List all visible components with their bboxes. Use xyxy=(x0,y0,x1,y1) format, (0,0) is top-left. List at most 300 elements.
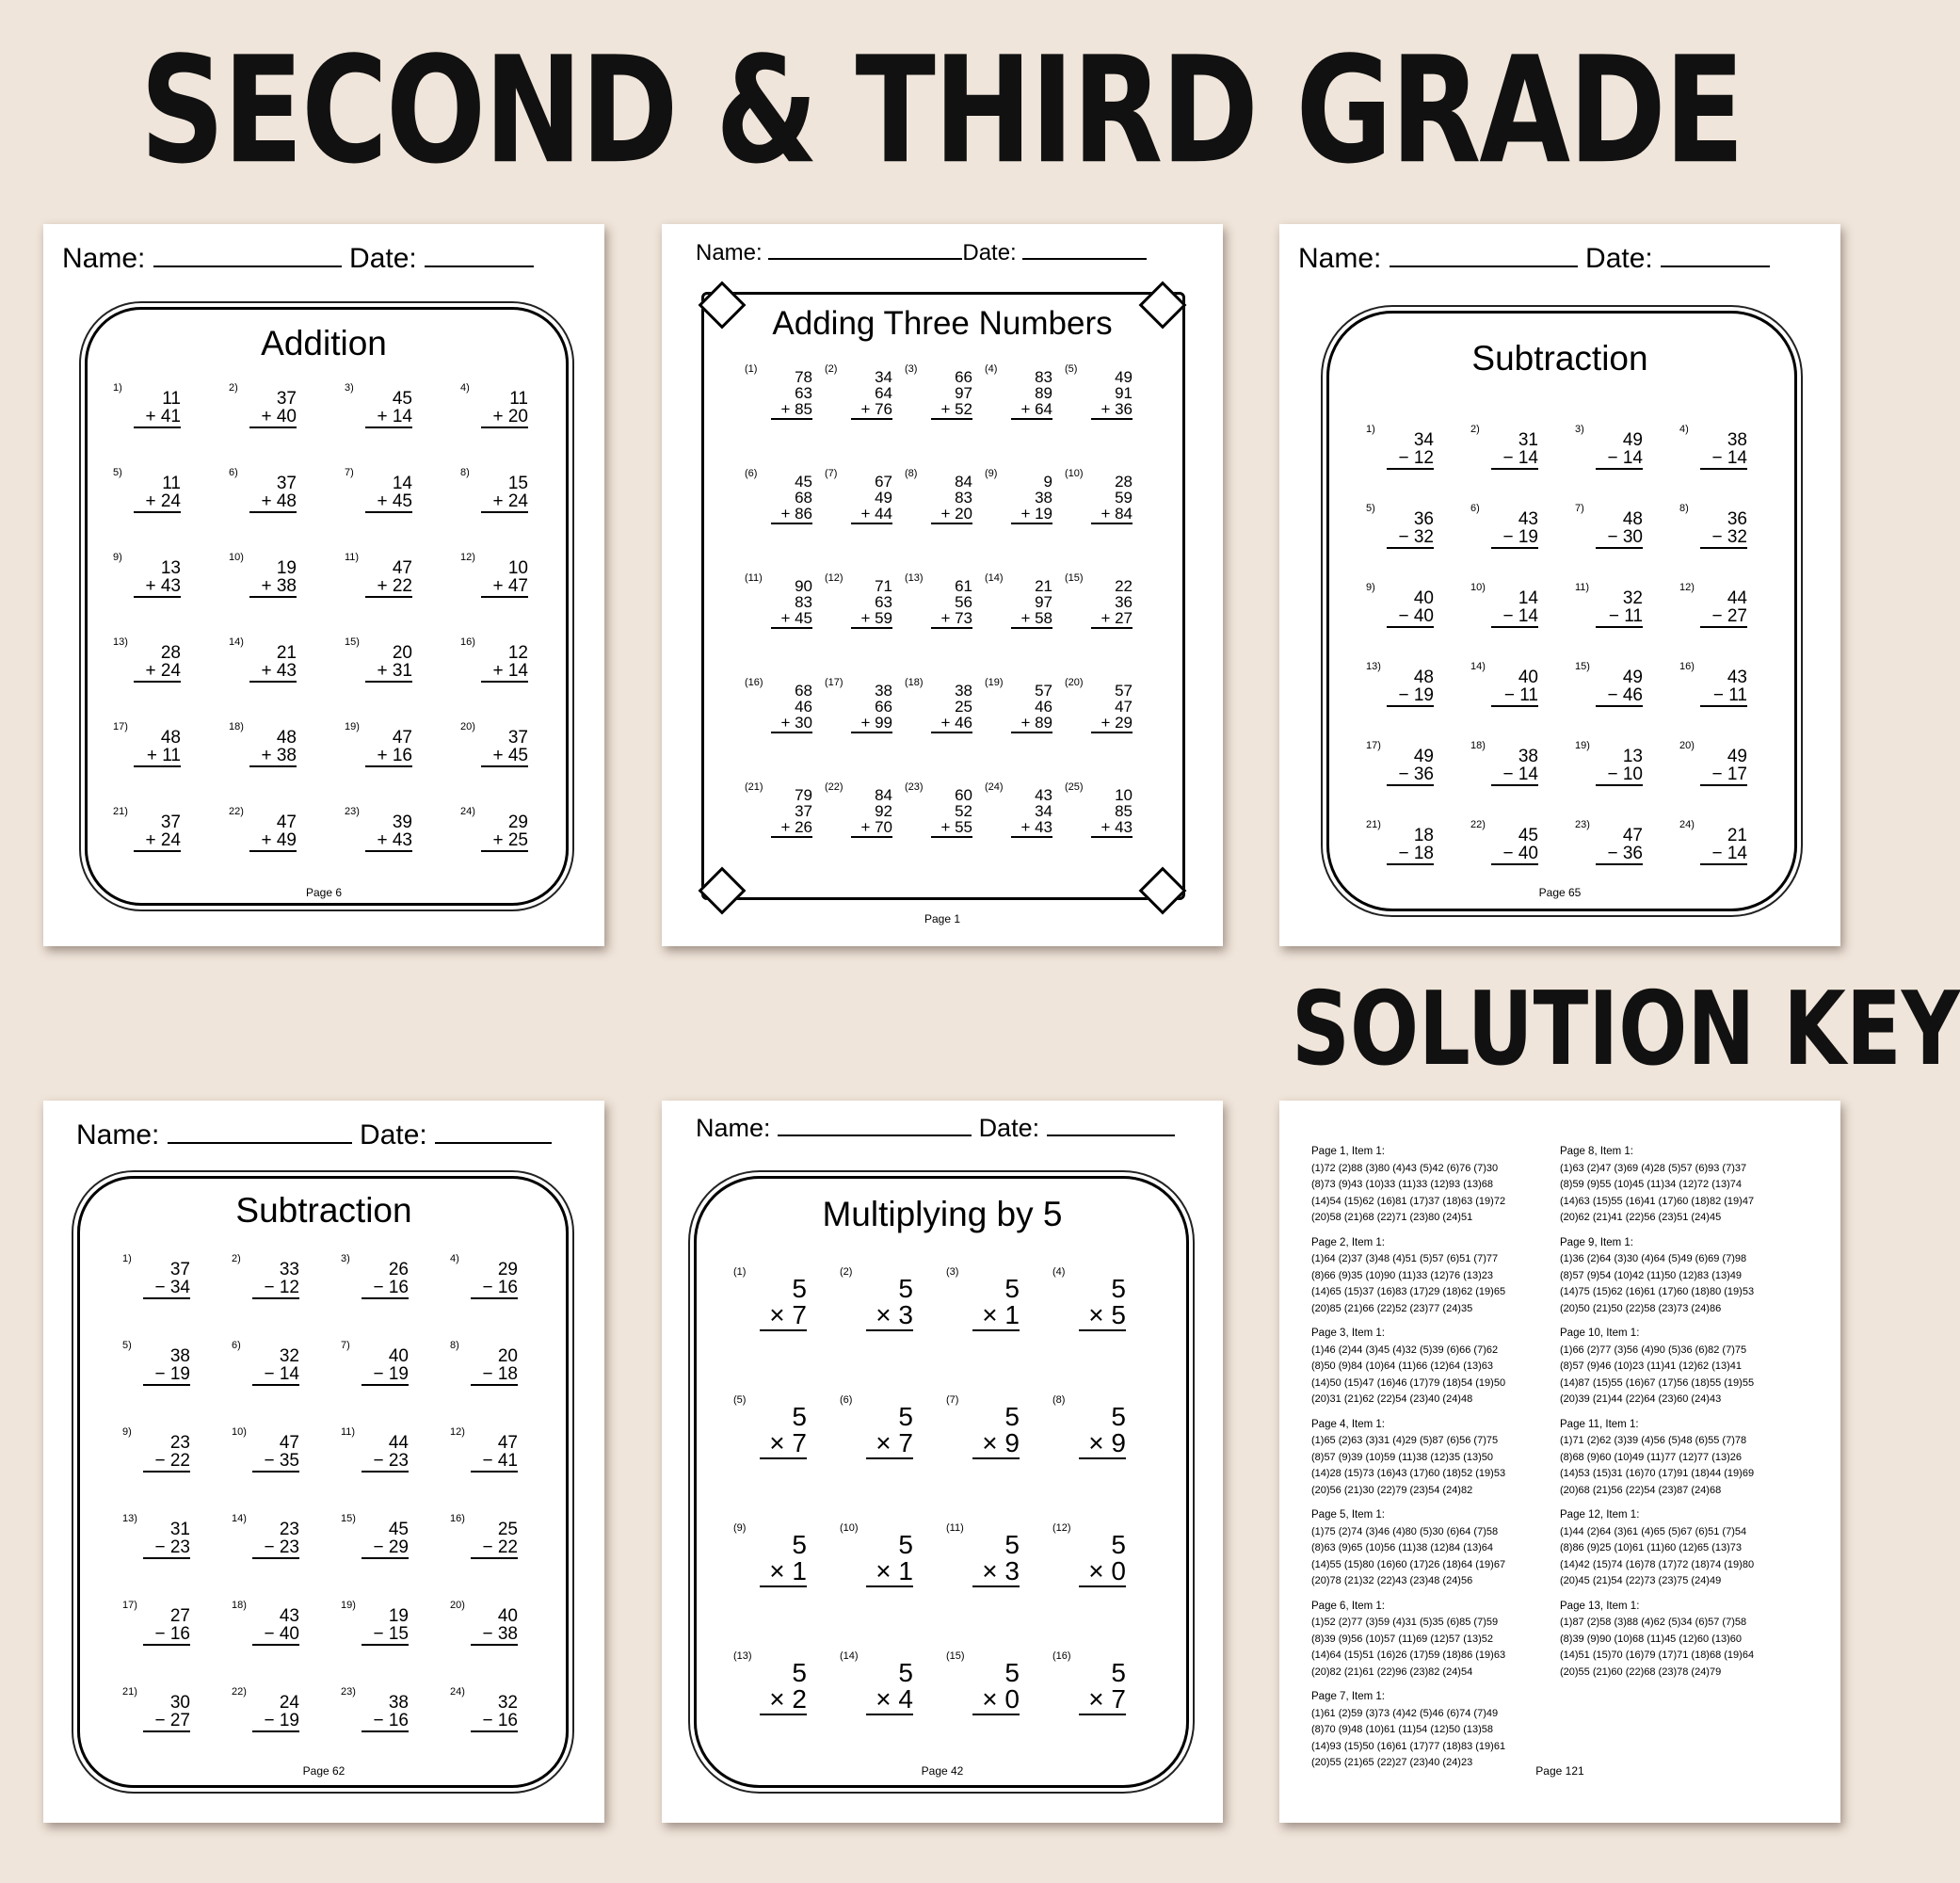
answer-line: (8)73 (9)43 (10)33 (11)33 (12)93 (13)68 xyxy=(1311,1179,1494,1190)
problem-stack xyxy=(143,1607,190,1646)
problem xyxy=(905,468,985,576)
problem-number: (10) xyxy=(1065,468,1084,479)
answer-rule xyxy=(365,511,412,513)
answer-rule xyxy=(931,732,972,733)
problem-number: 20) xyxy=(450,1600,465,1611)
operand: 44 xyxy=(388,1433,409,1453)
problem-stack xyxy=(972,1276,1020,1331)
answer-block-heading: Page 4, Item 1: xyxy=(1311,1418,1385,1430)
operator-line: − 36 xyxy=(1607,844,1643,863)
problem-stack xyxy=(361,1521,409,1559)
operator-line: × 1 xyxy=(982,1300,1020,1329)
answer-rule xyxy=(1596,626,1643,628)
problem-number: 13) xyxy=(1366,661,1381,672)
operator-line: × 3 xyxy=(982,1556,1020,1585)
operand: 25 xyxy=(955,698,972,716)
operator-line: + 89 xyxy=(1020,714,1052,732)
operand: 36 xyxy=(1727,509,1747,529)
problem-grid xyxy=(113,382,576,894)
name-label: Name: xyxy=(76,1119,160,1151)
answer-rule xyxy=(481,681,528,683)
problem-number: 15) xyxy=(341,1513,356,1524)
answer-rule xyxy=(760,1457,807,1459)
answer-line: (20)31 (21)62 (22)54 (23)40 (24)48 xyxy=(1311,1393,1473,1405)
problem-stack xyxy=(134,390,181,428)
operand: 37 xyxy=(160,813,181,832)
operator-line: × 5 xyxy=(1088,1300,1126,1329)
answer-rule xyxy=(134,511,181,513)
problem-number: 8) xyxy=(1679,503,1689,514)
operator-line: + 84 xyxy=(1100,505,1133,523)
operator-line: − 14 xyxy=(264,1364,299,1384)
page-number: Page 62 xyxy=(302,1764,345,1778)
answer-block-heading: Page 11, Item 1: xyxy=(1560,1418,1639,1430)
answer-line: (1)61 (2)59 (3)73 (4)42 (5)46 (6)74 (7)49 xyxy=(1311,1707,1499,1719)
problem-number: 9) xyxy=(113,552,122,563)
answer-column-right xyxy=(1560,1144,1807,1780)
answer-rule xyxy=(771,523,812,524)
answer-rule xyxy=(972,1329,1020,1331)
operator-line: − 30 xyxy=(1607,527,1643,547)
problem xyxy=(825,468,905,576)
problem xyxy=(733,1266,840,1398)
operator-line: + 43 xyxy=(145,576,181,596)
problem-stack xyxy=(1700,827,1747,865)
answer-rule xyxy=(931,523,972,524)
answer-rule xyxy=(471,1557,518,1559)
operand: 5 xyxy=(792,1274,807,1303)
answer-line: (8)63 (9)65 (10)56 (11)38 (12)84 (13)64 xyxy=(1311,1542,1494,1553)
problem-stack xyxy=(134,559,181,598)
operand: 43 xyxy=(1035,786,1052,804)
problem-stack xyxy=(771,683,812,733)
problem-number: 5) xyxy=(1366,503,1375,514)
problem xyxy=(113,721,229,810)
problem-number: 22) xyxy=(1470,819,1486,830)
problem-number: 15) xyxy=(345,636,360,648)
operator-line: + 26 xyxy=(780,818,812,836)
answer-rule xyxy=(1491,626,1538,628)
operand: 49 xyxy=(1622,668,1643,687)
operand: 92 xyxy=(875,802,892,820)
problem-stack xyxy=(481,813,528,852)
operator-line: + 47 xyxy=(492,576,528,596)
operator-line: + 31 xyxy=(377,661,412,681)
answer-rule xyxy=(249,596,297,598)
operator-line: − 36 xyxy=(1398,764,1434,784)
answer-block-heading: Page 1, Item 1: xyxy=(1311,1146,1385,1157)
answer-rule xyxy=(1700,784,1747,786)
problem xyxy=(113,467,229,555)
problem-number: 19) xyxy=(1575,740,1590,751)
operand: 45 xyxy=(795,473,812,491)
operator-line: + 45 xyxy=(492,746,528,765)
answer-line: (8)66 (9)35 (10)90 (11)33 (12)76 (13)23 xyxy=(1311,1269,1494,1281)
answer-line: (1)46 (2)44 (3)45 (4)32 (5)39 (6)66 (7)62 xyxy=(1311,1344,1499,1356)
problem-number: 6) xyxy=(232,1340,241,1351)
problem xyxy=(1679,740,1784,823)
operand: 37 xyxy=(795,802,812,820)
problem xyxy=(341,1340,450,1430)
answer-rule xyxy=(481,765,528,767)
problem-stack xyxy=(1387,748,1434,786)
problem-number: 12) xyxy=(460,552,475,563)
answer-rule xyxy=(771,418,812,420)
operand: 40 xyxy=(497,1606,518,1626)
answer-rule xyxy=(134,765,181,767)
problem-stack xyxy=(471,1434,518,1473)
answer-rule xyxy=(771,836,812,838)
answer-rule xyxy=(1596,705,1643,707)
problem xyxy=(122,1513,232,1603)
problem xyxy=(345,636,460,725)
operator-line: + 43 xyxy=(261,661,297,681)
problem xyxy=(232,1340,341,1430)
operand: 66 xyxy=(955,368,972,386)
problem xyxy=(1470,740,1575,823)
answer-line: (14)65 (15)37 (16)83 (17)29 (18)62 (19)65 xyxy=(1311,1286,1506,1297)
answer-line: (1)64 (2)37 (3)48 (4)51 (5)57 (6)51 (7)77 xyxy=(1311,1253,1499,1264)
problem-number: (16) xyxy=(745,677,763,688)
problem-stack xyxy=(1700,748,1747,786)
sheet-title: Subtraction xyxy=(1471,339,1648,378)
problem xyxy=(1366,740,1470,823)
operand: 43 xyxy=(1518,509,1538,529)
solution-key-sheet xyxy=(1279,1101,1840,1823)
name-date-line xyxy=(62,241,534,275)
problem-stack xyxy=(481,390,528,428)
problem-number: (14) xyxy=(840,1650,859,1662)
operator-line: − 19 xyxy=(1502,527,1538,547)
problem-number: 4) xyxy=(1679,424,1689,435)
operator-line: − 11 xyxy=(1608,606,1643,626)
problem-stack xyxy=(1079,1276,1126,1331)
answer-line: (20)85 (21)66 (22)52 (23)77 (24)35 xyxy=(1311,1302,1473,1314)
answer-line: (14)64 (15)51 (16)26 (17)59 (18)86 (19)63 xyxy=(1311,1650,1506,1661)
operator-line: + 41 xyxy=(145,407,181,426)
operand: 45 xyxy=(388,1520,409,1539)
answer-rule xyxy=(851,732,892,733)
name-label: Name: xyxy=(1298,243,1382,274)
answer-rule xyxy=(481,850,528,852)
problem-number: 23) xyxy=(345,806,360,817)
problem-number: 4) xyxy=(460,382,470,394)
problem-stack xyxy=(1387,668,1434,707)
answer-rule xyxy=(1387,784,1434,786)
problem xyxy=(229,636,345,725)
operand: 18 xyxy=(1413,826,1434,845)
operand: 37 xyxy=(276,474,297,493)
problem-number: 3) xyxy=(341,1253,350,1264)
date-label: Date: xyxy=(1585,243,1653,274)
problem-stack xyxy=(361,1607,409,1646)
problem-number: 16) xyxy=(450,1513,465,1524)
problem-number: (23) xyxy=(905,781,924,793)
operator-line: + 48 xyxy=(261,491,297,511)
problem xyxy=(232,1600,341,1690)
problem-number: 1) xyxy=(113,382,122,394)
answer-rule xyxy=(866,1585,913,1587)
problem-stack xyxy=(972,1404,1020,1459)
problem xyxy=(1679,661,1784,744)
answer-rule xyxy=(1091,732,1133,733)
operand: 38 xyxy=(875,682,892,700)
answer-rule xyxy=(1011,732,1052,733)
operator-line: − 23 xyxy=(373,1451,409,1471)
sheet-title: Multiplying by 5 xyxy=(822,1195,1063,1233)
problem xyxy=(825,572,905,681)
operator-line: − 14 xyxy=(1502,606,1538,626)
operator-line: × 9 xyxy=(982,1428,1020,1457)
problem xyxy=(946,1394,1052,1526)
operand: 36 xyxy=(1413,509,1434,529)
problem-stack xyxy=(931,578,972,629)
operand: 10 xyxy=(507,558,528,578)
answer-rule xyxy=(1700,547,1747,549)
problem-number: 16) xyxy=(460,636,475,648)
problem-stack xyxy=(143,1521,190,1559)
answer-rule xyxy=(252,1644,299,1646)
operand: 34 xyxy=(1035,802,1052,820)
operator-line: − 14 xyxy=(1607,448,1643,468)
answer-block-heading: Page 6, Item 1: xyxy=(1311,1600,1385,1612)
problem-number: 21) xyxy=(1366,819,1381,830)
operator-line: + 19 xyxy=(1020,505,1052,523)
answer-rule xyxy=(1491,784,1538,786)
answer-line: (20)55 (21)65 (22)27 (23)40 (24)23 xyxy=(1311,1757,1473,1768)
operand: 66 xyxy=(875,698,892,716)
operator-line: − 17 xyxy=(1711,764,1747,784)
solution-key-headline: SOLUTION KEY xyxy=(1292,971,1960,1089)
answer-rule xyxy=(143,1730,190,1732)
problem-stack xyxy=(361,1694,409,1732)
operator-line: − 41 xyxy=(482,1451,518,1471)
operand: 85 xyxy=(1115,802,1133,820)
problem-stack xyxy=(1700,510,1747,549)
operator-line: + 45 xyxy=(780,609,812,627)
problem-stack xyxy=(1700,668,1747,707)
operand: 97 xyxy=(1035,593,1052,611)
operand: 46 xyxy=(795,698,812,716)
operand: 5 xyxy=(1004,1402,1020,1431)
date-label: Date: xyxy=(349,243,417,274)
answer-block xyxy=(1311,1507,1558,1590)
operand: 10 xyxy=(1115,786,1133,804)
problem-stack xyxy=(365,813,412,852)
problem xyxy=(1679,424,1784,507)
operand: 47 xyxy=(279,1433,299,1453)
page-number: Page 121 xyxy=(1535,1764,1584,1778)
answer-rule xyxy=(1091,627,1133,629)
operand: 43 xyxy=(279,1606,299,1626)
operand: 15 xyxy=(507,474,528,493)
operand: 49 xyxy=(1727,747,1747,766)
answer-rule xyxy=(471,1297,518,1299)
problem-number: (20) xyxy=(1065,677,1084,688)
problem-stack xyxy=(931,683,972,733)
problem-stack xyxy=(365,729,412,767)
page-number: Page 42 xyxy=(921,1764,964,1778)
problem xyxy=(745,781,825,890)
operator-line: × 7 xyxy=(769,1300,807,1329)
problem-stack xyxy=(1091,578,1133,629)
operator-line: + 85 xyxy=(780,400,812,418)
operator-line: − 34 xyxy=(154,1278,190,1297)
problem-stack xyxy=(1700,431,1747,470)
operand: 49 xyxy=(1622,430,1643,450)
problem-grid xyxy=(745,363,1145,890)
operand: 61 xyxy=(955,577,972,595)
answer-line: (8)59 (9)55 (10)45 (11)34 (12)72 (13)74 xyxy=(1560,1179,1743,1190)
problem-stack xyxy=(361,1434,409,1473)
problem xyxy=(733,1522,840,1654)
answer-rule xyxy=(1011,418,1052,420)
operand: 22 xyxy=(1115,577,1133,595)
problem-stack xyxy=(1491,668,1538,707)
answer-block xyxy=(1311,1235,1558,1318)
answer-line: (8)68 (9)60 (10)49 (11)77 (12)77 (13)26 xyxy=(1560,1451,1743,1463)
problem xyxy=(1575,661,1679,744)
operator-line: − 46 xyxy=(1607,685,1643,705)
problem-number: 7) xyxy=(341,1340,350,1351)
answer-rule xyxy=(1079,1329,1126,1331)
problem-stack xyxy=(771,578,812,629)
answer-line: (20)50 (21)50 (22)58 (23)73 (24)86 xyxy=(1560,1302,1722,1314)
operand: 47 xyxy=(392,728,412,748)
answer-rule xyxy=(361,1730,409,1732)
operand: 67 xyxy=(875,473,892,491)
problem xyxy=(1052,1650,1159,1782)
operand: 19 xyxy=(388,1606,409,1626)
answer-rule xyxy=(252,1471,299,1473)
page-number: Page 6 xyxy=(305,886,343,899)
operator-line: − 22 xyxy=(154,1451,190,1471)
answer-line: (14)55 (15)80 (16)60 (17)26 (18)64 (19)67 xyxy=(1311,1558,1506,1570)
answer-rule xyxy=(851,418,892,420)
problem xyxy=(345,552,460,640)
operand: 11 xyxy=(162,474,181,493)
operand: 28 xyxy=(160,643,181,663)
operator-line: × 9 xyxy=(1088,1428,1126,1457)
problem-number: (4) xyxy=(985,363,998,375)
operand: 30 xyxy=(169,1693,190,1713)
answer-block-heading: Page 5, Item 1: xyxy=(1311,1509,1385,1521)
problem-number: 20) xyxy=(460,721,475,732)
answer-rule xyxy=(134,850,181,852)
problem-stack xyxy=(1596,510,1643,549)
operator-line: + 49 xyxy=(261,830,297,850)
problem-stack xyxy=(1596,827,1643,865)
operator-line: + 14 xyxy=(492,661,528,681)
operator-line: − 14 xyxy=(1502,448,1538,468)
problem-stack xyxy=(1387,431,1434,470)
operator-line: + 40 xyxy=(261,407,297,426)
operand: 23 xyxy=(169,1433,190,1453)
answer-rule xyxy=(1596,863,1643,865)
problem-number: 18) xyxy=(229,721,244,732)
answer-line: (14)28 (15)73 (16)43 (17)60 (18)52 (19)53 xyxy=(1311,1468,1506,1479)
problem-number: (9) xyxy=(733,1522,747,1534)
answer-rule xyxy=(1596,547,1643,549)
problem-stack xyxy=(866,1404,913,1459)
operator-line: + 55 xyxy=(940,818,972,836)
answer-rule xyxy=(471,1644,518,1646)
operand: 5 xyxy=(898,1658,913,1687)
problem xyxy=(985,572,1065,681)
answer-block xyxy=(1311,1689,1558,1772)
operator-line: × 7 xyxy=(769,1428,807,1457)
problem-stack xyxy=(1011,369,1052,420)
problem-number: (15) xyxy=(1065,572,1084,584)
operand: 38 xyxy=(1727,430,1747,450)
sheet-title: Adding Three Numbers xyxy=(772,305,1113,342)
problem-number: 12) xyxy=(1679,582,1695,593)
answer-block-heading: Page 8, Item 1: xyxy=(1560,1146,1633,1157)
problem-stack xyxy=(134,813,181,852)
problem-number: (12) xyxy=(1052,1522,1071,1534)
problem-number: 12) xyxy=(450,1426,465,1438)
answer-rule xyxy=(931,627,972,629)
problem-stack xyxy=(249,729,297,767)
answer-line: (14)51 (15)70 (16)79 (17)71 (18)68 (19)64 xyxy=(1560,1650,1755,1661)
problem-stack xyxy=(1596,668,1643,707)
operand: 38 xyxy=(169,1346,190,1366)
problem-stack xyxy=(1079,1404,1126,1459)
operand: 47 xyxy=(497,1433,518,1453)
answer-line: (20)68 (21)56 (22)54 (23)87 (24)68 xyxy=(1560,1484,1722,1496)
operator-line: − 15 xyxy=(373,1624,409,1644)
problem-number: 9) xyxy=(122,1426,132,1438)
answer-block-heading: Page 10, Item 1: xyxy=(1560,1328,1640,1339)
problem-number: 13) xyxy=(113,636,128,648)
operator-line: − 23 xyxy=(264,1537,299,1557)
problem xyxy=(985,677,1065,785)
problem-stack xyxy=(1491,431,1538,470)
operand: 37 xyxy=(507,728,528,748)
operand: 29 xyxy=(497,1260,518,1279)
problem xyxy=(122,1340,232,1430)
problem-number: 24) xyxy=(1679,819,1695,830)
operand: 36 xyxy=(1115,593,1133,611)
answer-line: (1)52 (2)77 (3)59 (4)31 (5)35 (6)85 (7)59 xyxy=(1311,1617,1499,1628)
answer-line: (14)87 (15)55 (16)67 (17)56 (18)55 (19)55 xyxy=(1560,1376,1755,1389)
answer-rule xyxy=(143,1557,190,1559)
problem xyxy=(1366,582,1470,665)
answer-line: (14)63 (15)55 (16)41 (17)60 (18)82 (19)47 xyxy=(1560,1195,1755,1207)
answer-line: (14)42 (15)74 (16)78 (17)72 (18)74 (19)80 xyxy=(1560,1558,1755,1570)
answer-rule xyxy=(1387,705,1434,707)
problem-stack xyxy=(1011,578,1052,629)
operand: 34 xyxy=(875,368,892,386)
answer-line: (8)57 (9)54 (10)42 (11)50 (12)83 (13)49 xyxy=(1560,1269,1743,1281)
answer-rule xyxy=(143,1471,190,1473)
operator-line: + 76 xyxy=(860,400,892,418)
problem-number: 13) xyxy=(122,1513,137,1524)
answer-block-heading: Page 3, Item 1: xyxy=(1311,1328,1385,1339)
answer-rule xyxy=(1491,705,1538,707)
problem xyxy=(985,781,1065,890)
answer-rule xyxy=(252,1557,299,1559)
problem-number: 21) xyxy=(113,806,128,817)
problem xyxy=(1366,503,1470,586)
operator-line: − 22 xyxy=(482,1537,518,1557)
problem-number: 11) xyxy=(1575,582,1590,593)
problem-stack xyxy=(1079,1532,1126,1587)
problem-stack xyxy=(365,559,412,598)
operand: 48 xyxy=(1622,509,1643,529)
problem xyxy=(113,552,229,640)
answer-block-heading: Page 13, Item 1: xyxy=(1560,1600,1640,1612)
